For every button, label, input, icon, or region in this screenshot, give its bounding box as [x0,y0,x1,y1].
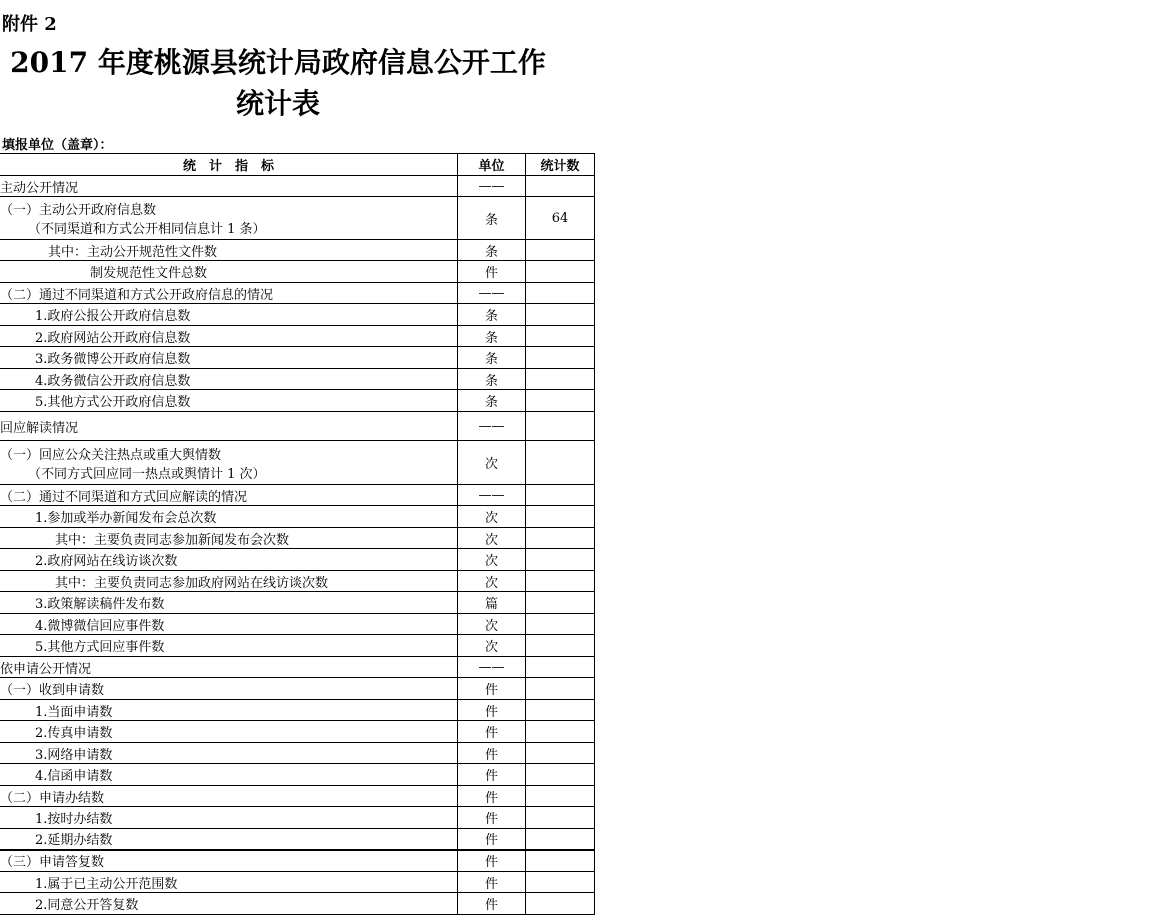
count-cell[interactable] [526,893,595,915]
count-cell[interactable] [526,721,595,743]
indicator-cell [0,893,458,915]
indicator-cell [0,678,458,700]
count-cell[interactable] [526,635,595,657]
indicator-label: 5.其他方式公开政府信息数 [35,395,191,410]
unit-cell: 次 [458,635,526,657]
unit-cell: 件 [458,807,526,829]
indicator-cell [0,743,458,764]
reporting-unit-label: 填报单位（盖章）： [2,138,113,153]
indicator-label: 5.其他方式回应事件数 [35,640,165,655]
unit-cell: 件 [458,786,526,807]
indicator-cell [0,412,458,441]
indicator-cell [0,240,458,261]
indicator-label: （二）通过不同渠道和方式回应解读的情况 [0,489,248,505]
count-cell[interactable] [526,764,595,786]
table-row [0,412,595,441]
table-row [0,743,595,764]
document-title-line2: 统计表 [235,87,320,120]
indicator-cell [0,635,458,657]
count-cell[interactable] [526,261,595,283]
attachment-label: 附件 2 [2,14,57,35]
indicator-label: 主动公开情况 [0,180,79,196]
unit-cell: 件 [458,743,526,764]
indicator-label: 3.政务微博公开政府信息数 [35,352,191,367]
document-title: 2017 年度桃源县统计局政府信息公开工作 [10,46,546,79]
indicator-label: （二）通过不同渠道和方式公开政府信息的情况 [0,287,274,303]
indicator-label: 2.政府网站公开政府信息数 [35,330,191,346]
table-row [0,176,595,197]
count-cell[interactable] [526,872,595,893]
table-row [0,829,595,850]
table-row [0,700,595,721]
unit-cell: 条 [458,304,526,326]
indicator-label: 2.政府网站在线访谈次数 [35,554,178,569]
indicator-cell [0,786,458,807]
table-row [0,485,595,506]
table-row [0,304,595,326]
count-cell[interactable] [526,829,595,850]
table-row [0,764,595,786]
table-row [0,807,595,829]
count-cell[interactable] [526,240,595,261]
unit-cell: 件 [458,850,526,872]
indicator-note: （不同渠道和方式公开相同信息计 1 条） [28,222,266,237]
indicator-cell [0,850,458,872]
count-cell[interactable] [526,743,595,764]
count-cell[interactable] [526,390,595,412]
table-row [0,872,595,893]
count-cell[interactable] [526,283,595,304]
count-cell[interactable] [526,441,595,485]
indicator-cell [0,176,458,197]
table-row [0,369,595,390]
indicator-label: （一）主动公开政府信息数 [0,203,157,218]
count-cell[interactable] [526,657,595,678]
indicator-label: 2.同意公开答复数 [35,898,139,913]
table-row [0,721,595,743]
unit-cell: —— [458,176,526,197]
table-row [0,506,595,528]
unit-cell: 件 [458,893,526,915]
unit-cell: 次 [458,571,526,592]
count-cell[interactable] [526,176,595,197]
indicator-label: 3.网络申请数 [35,747,113,763]
count-cell[interactable] [526,614,595,635]
indicator-label: 2.延期办结数 [35,833,113,849]
indicator-label: （一）收到申请数 [0,683,105,698]
unit-cell: 次 [458,549,526,571]
indicator-label: 4.信函申请数 [35,769,113,784]
indicator-cell [0,829,458,850]
indicator-note: （不同方式回应同一热点或舆情计 1 次） [28,466,266,482]
indicator-cell [0,571,458,592]
indicator-cell [0,197,458,240]
count-cell[interactable] [526,807,595,829]
indicator-cell [0,506,458,528]
indicator-label: 制发规范性文件总数 [90,266,208,281]
table-row [0,678,595,700]
unit-cell: 条 [458,369,526,390]
indicator-cell [0,326,458,347]
count-cell[interactable] [526,700,595,721]
table-header-row [0,154,595,176]
indicator-label: 1.按时办结数 [35,812,113,827]
unit-cell: —— [458,485,526,506]
unit-cell: 件 [458,764,526,786]
count-cell[interactable] [526,485,595,506]
table-row [0,893,595,915]
unit-cell: 条 [458,240,526,261]
table-row [0,850,595,872]
indicator-label: 1.政府公报公开政府信息数 [35,309,191,324]
indicator-label: 1.当面申请数 [35,704,113,720]
count-cell[interactable]: 64 [526,197,595,240]
indicator-label: （三）申请答复数 [0,855,105,871]
count-cell[interactable] [526,850,595,872]
count-cell[interactable] [526,528,595,549]
unit-cell: 件 [458,872,526,893]
indicator-cell [0,872,458,893]
indicator-cell [0,592,458,614]
count-cell[interactable] [526,304,595,326]
column-header-unit: 单位 [458,154,526,176]
table-row [0,240,595,261]
indicator-cell [0,283,458,304]
indicator-label: 3.政策解读稿件发布数 [35,597,165,612]
unit-cell: 次 [458,506,526,528]
indicator-cell [0,614,458,635]
column-header-count: 统计数 [526,154,595,176]
unit-cell: 件 [458,261,526,283]
table-row [0,635,595,657]
indicator-label: 回应解读情况 [0,420,79,436]
indicator-label: 4.政务微信公开政府信息数 [35,373,191,389]
table-row [0,441,595,485]
indicator-label: 1.属于已主动公开范围数 [35,876,178,892]
unit-cell: —— [458,283,526,304]
indicator-cell [0,528,458,549]
count-cell[interactable] [526,786,595,807]
table-row [0,614,595,635]
table-row [0,283,595,304]
unit-cell: 次 [458,528,526,549]
indicator-label: 其中：主动公开规范性文件数 [48,244,218,260]
count-cell[interactable] [526,571,595,592]
unit-cell: 件 [458,700,526,721]
unit-cell: 件 [458,829,526,850]
indicator-label: 2.传真申请数 [35,726,113,741]
indicator-cell [0,369,458,390]
table-row [0,786,595,807]
unit-cell: 次 [458,614,526,635]
indicator-cell [0,261,458,283]
count-cell[interactable] [526,592,595,614]
table-row [0,261,595,283]
indicator-cell [0,807,458,829]
count-cell[interactable] [526,549,595,571]
count-cell[interactable] [526,506,595,528]
indicator-cell [0,549,458,571]
unit-cell: 件 [458,721,526,743]
unit-cell: 篇 [458,592,526,614]
count-cell[interactable] [526,369,595,390]
unit-cell: —— [458,412,526,441]
indicator-cell [0,347,458,369]
unit-cell: 条 [458,390,526,412]
indicator-label: 其中：主要负责同志参加新闻发布会次数 [55,532,290,548]
indicator-cell [0,721,458,743]
unit-cell: 件 [458,678,526,700]
table-row [0,528,595,549]
indicator-cell [0,304,458,326]
unit-cell: 次 [458,441,526,485]
unit-cell: 条 [458,326,526,347]
count-cell[interactable] [526,678,595,700]
indicator-label: （一）回应公众关注热点或重大舆情数 [0,447,222,463]
table-row [0,657,595,678]
table-row [0,549,595,571]
indicator-label: 其中：主要负责同志参加政府网站在线访谈次数 [55,575,329,591]
count-cell[interactable] [526,326,595,347]
indicator-cell [0,764,458,786]
indicator-label: 依申请公开情况 [0,661,92,677]
indicator-cell [0,390,458,412]
indicator-label: （二）申请办结数 [0,790,105,806]
table-row [0,347,595,369]
indicator-label: 1.参加或举办新闻发布会总次数 [35,511,217,526]
indicator-cell [0,700,458,721]
column-header-indicator: 统 计 指 标 [0,154,458,176]
indicator-cell [0,657,458,678]
table-row [0,592,595,614]
unit-cell: —— [458,657,526,678]
count-cell[interactable] [526,347,595,369]
indicator-cell [0,441,458,485]
statistics-table [0,153,595,915]
table-row [0,197,595,240]
unit-cell: 条 [458,197,526,240]
indicator-label: 4.微博微信回应事件数 [35,618,165,634]
count-cell[interactable] [526,412,595,441]
indicator-cell [0,485,458,506]
table-row [0,390,595,412]
table-row [0,571,595,592]
table-row [0,326,595,347]
unit-cell: 条 [458,347,526,369]
